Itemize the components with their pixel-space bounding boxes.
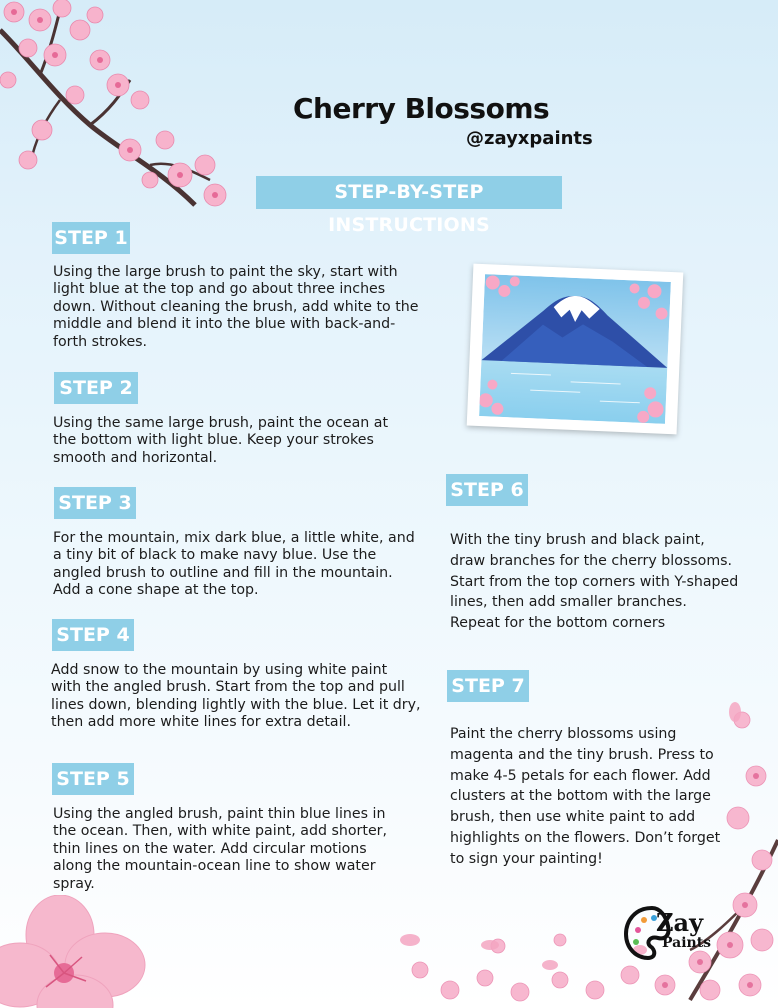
step-2-text: Using the same large brush, paint the ocean at the bottom with light blue. Keep your strokes smooth and horizontal. — [53, 415, 389, 466]
step-7-text: Paint the cherry blossoms using magenta and the tiny brush. Press to make 4-5 petals for each flower. Add clusters at the bottom with the large brush, then use white paint to add highlights on the flowers. Don’t forget to sign your painting! — [450, 726, 721, 867]
page-title: Cherry Blossoms — [293, 92, 550, 125]
mountain-painting-illustration — [479, 274, 671, 424]
step-5-text: Using the angled brush, paint thin blue lines in the ocean. Then, with white paint, add shorter, thin lines on the water. Add circular motions along the mountain-ocean line to show water spray. — [53, 806, 388, 892]
large-blossom-bottom-left-decoration — [0, 895, 150, 1008]
logo-text-line1: Zay — [656, 908, 704, 937]
step-6-label: STEP 6 — [446, 474, 528, 506]
step-1-text: Using the large brush to paint the sky, start with light blue at the top and go about three inches down. Without cleaning the brush, add white to the middle and blend it into the blue with back-and-forth strokes. — [53, 264, 419, 350]
step-3-label: STEP 3 — [54, 487, 136, 519]
author-handle: @zayxpaints — [466, 128, 593, 149]
step-7-label: STEP 7 — [447, 670, 529, 702]
step-4-text: Add snow to the mountain by using white paint with the angled brush. Start from the top and pull lines down, blending lightly with the blue. Let it dry, then add more white lines for extra detail. — [51, 662, 421, 731]
zay-paints-logo — [622, 902, 722, 962]
step-5-label: STEP 5 — [52, 763, 134, 795]
cherry-branch-top-left-decoration — [0, 0, 250, 215]
logo-text-line2: Paints — [662, 935, 712, 951]
step-4-label: STEP 4 — [52, 619, 134, 651]
step-6-text: With the tiny brush and black paint, draw branches for the cherry blossoms. Start from the top corners with Y-shaped lines, then add smaller branches. Repeat for the bottom corners — [450, 532, 739, 632]
step-1-label: STEP 1 — [52, 222, 130, 254]
example-painting-photo — [467, 264, 684, 435]
instructions-banner: STEP-BY-STEP INSTRUCTIONS — [256, 176, 562, 209]
step-2-label: STEP 2 — [54, 372, 138, 404]
step-3-text: For the mountain, mix dark blue, a little white, and a tiny bit of black to make navy blue. Use the angled brush to outline and fill in the mountain. Add a cone shape at the top. — [53, 530, 415, 599]
